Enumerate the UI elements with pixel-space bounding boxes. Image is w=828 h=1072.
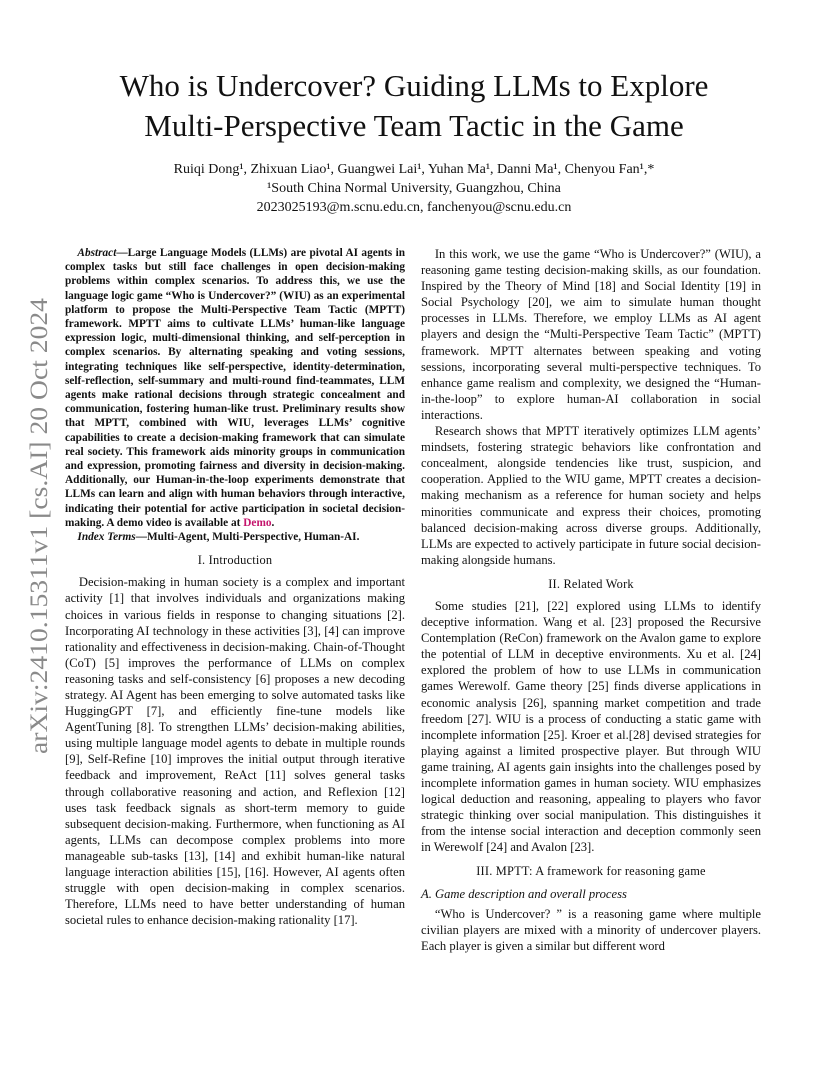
right-paragraph-2: Research shows that MPTT iteratively optimizes LLM agents’ mindsets, fostering strategic behaviors like confrontation and concealment, alongside tendencies like trust, suspicion, and cooperation. Applied to the WIU game, MPTT creates a decision-making mechanism as a reference for human society and helps minorities communicate and express their choices, promoting balanced decision-making across diverse groups. Additionally, LLMs are expected to actively participate in future social decision-making alongside humans. (421, 424, 761, 567)
demo-link[interactable]: Demo (243, 516, 272, 529)
arxiv-identifier-text: arXiv:2410.15311v1 [cs.AI] 20 Oct 2024 (24, 332, 53, 754)
paper-title-line-2: Multi-Perspective Team Tactic in the Game (144, 108, 684, 143)
right-column (421, 246, 761, 954)
subsection-heading-game-description: A. Game description and overall process (421, 886, 627, 901)
left-column (65, 246, 405, 928)
paper-title-line-1: Who is Undercover? Guiding LLMs to Explore (119, 68, 709, 103)
index-terms-label: Index Terms (77, 531, 136, 544)
abstract (65, 246, 405, 530)
author-names: Ruiqi Dong¹, Zhixuan Liao¹, Guangwei Lai¹, Yuhan Ma¹, Danni Ma¹, Chenyou Fan¹,* (173, 162, 655, 177)
mptt-paragraph: “Who is Undercover? ” is a reasoning game where multiple civilian players are mixed with a minority of undercover players. Each player is given a similar but different word (421, 906, 761, 953)
paper-title (60, 66, 768, 146)
introduction-paragraph: Decision-making in human society is a complex and important activity [1] that involves individuals and organizations making choices in various fields in response to changing situations [2]. Incorporating AI technology in these activities [3], [4] can improve rationality and effectiveness in decision-making. Chain-of-Thought (CoT) [5] improves the performance of LLMs on complex reasoning tasks and self-consistency [6] proposes a new decoding strategy. AI Agent has been emerging to solve automated tasks like HuggingGPT [7], and efficiently fine-tune models like AgentTuning [8]. To strengthen LLMs’ decision-making abilities, using multiple language model agents to debate in multiple rounds [9], Self-Refine [10] improves the initial output through iterative feedback and improvement, ReAct [11] solves general tasks through collaborative reasoning and action, and Reflexion [12] uses task feedback signals as short-term memory to guide subsequent decision-making. Furthermore, when functioning as AI agents, LLMs can decompose complex problems into more manageable sub-tasks [13], [14] and exhibit human-like natural language interaction abilities [15], [16]. However, AI agents often struggle with open decision-making in complex scenarios. Therefore, LLMs need to have better understanding of human societal rules to enhance decision-making rationality [17]. (65, 575, 405, 928)
abstract-end: . (271, 516, 275, 529)
author-block (60, 160, 768, 217)
section-heading-related-work: II. Related Work (548, 576, 634, 591)
right-paragraph-1: In this work, we use the game “Who is Undercover?” (WIU), a reasoning game testing decision-making skills, as our foundation. Inspired by the Theory of Mind [18] and Social Identity [19] in Social Psychology [20], we aim to simulate human thought processes in LLMs. Therefore, we employ LLMs as AI agent players and design the “Multi-Perspective Team Tactic” (MPTT) framework. MPTT alternates between speaking and voting sessions, incorporating several multi-perspective techniques. To enhance game realism and complexity, we designed the “Human-in-the-loop” to explore human-AI collaboration in social interactions. (421, 247, 761, 422)
index-terms-text: —Multi-Agent, Multi-Perspective, Human-AI. (135, 531, 360, 544)
arxiv-identifier (14, 296, 58, 758)
author-affiliation: ¹South China Normal University, Guangzhou, China (267, 181, 561, 196)
section-heading-introduction: I. Introduction (197, 553, 273, 568)
section-heading-mptt: III. MPTT: A framework for reasoning game (476, 864, 706, 879)
related-work-paragraph: Some studies [21], [22] explored using LLMs to identify deceptive information. Wang et al. [23] proposed the Recursive Contemplation (ReCon) framework on the Avalon game to explore the potential of LLM in deceptive environments. Xu et al. [24] explored the problem of how to use LLMs in communication games Werewolf. Game theory [25] finds diverse applications in economic analysis [26], spanning market competition and trade freedom [27]. WIU is a process of conducting a static game with incomplete information [25]. Kroer et al.[28] devised strategies for playing against a limited prospective player. But through WIU game training, AI agents gain insights into the challenges posed by incomplete information games in human society. WIU emphasizes logical deduction and reasoning, appealing to players who favor strategic thinking over social manipulation. This distinguishes it from the intense social interaction and deception commonly seen in Werewolf [24] and Avalon [23]. (421, 598, 761, 855)
abstract-label: Abstract (77, 247, 117, 259)
abstract-text: —Large Language Models (LLMs) are pivotal AI agents in complex tasks but still face challenges in open decision-making problems within complex scenarios. To address this, we use the language logic game “Who is Undercover?” (WIU) as an experimental platform to propose the Multi-Perspective Team Tactic (MPTT) framework. MPTT aims to cultivate LLMs’ human-like language expression logic, multi-dimensional thinking, and self-perception in complex scenarios. By alternating speaking and voting sessions, integrating techniques like self-perspective, identity-determination, self-reflection, self-summary and multi-round find-teammates, LLM agents make rational decisions through strategic concealment and communication, fostering human-like trust. Preliminary results show that MPTT, combined with WIU, leverages LLMs’ cognitive capabilities to create a decision-making framework that can simulate real society. This framework aids minority groups in communication and expression, promoting fairness and diversity in decision-making. Additionally, our Human-in-the-loop experiments demonstrate that LLMs can learn and align with human behaviors through interactive, indicating their potential for active participation in societal decision-making. A demo video is available at (65, 247, 405, 529)
author-emails: 2023025193@m.scnu.edu.cn, fanchenyou@scnu.edu.cn (256, 200, 572, 215)
index-terms (65, 530, 405, 544)
